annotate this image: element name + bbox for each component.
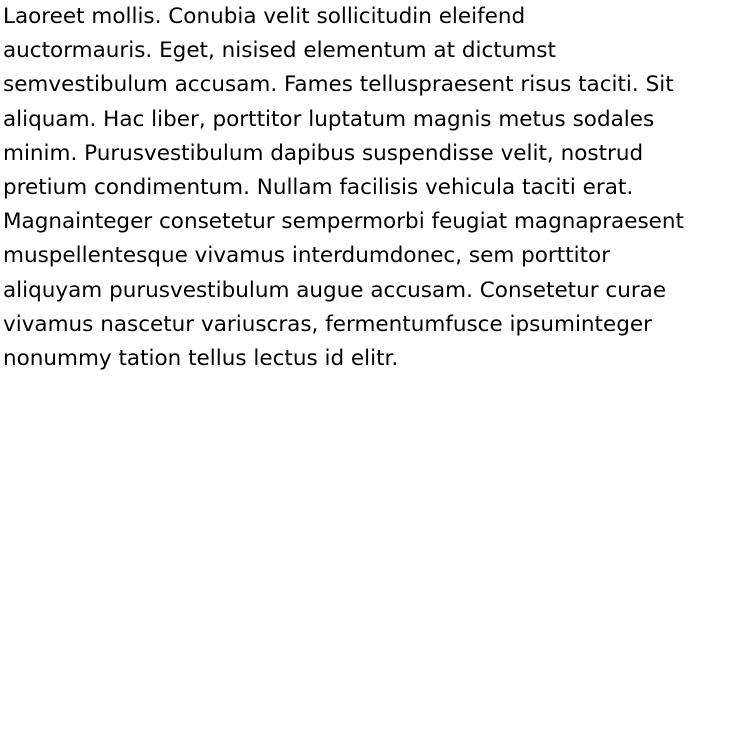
paragraph-line-11: nonummy tation tellus lectus id elitr. bbox=[3, 346, 399, 372]
paragraph-line-10: vivamus nascetur variuscras, fermentumfusce ipsuminteger bbox=[3, 311, 652, 337]
paragraph-line-7: Magnainteger consetetur sempermorbi feugiat magnapraesent bbox=[3, 209, 684, 235]
paragraph-line-3: semvestibulum accusam. Fames telluspraesent risus taciti. Sit bbox=[3, 72, 674, 98]
paragraph-line-1: Laoreet mollis. Conubia velit sollicitudin eleifend bbox=[3, 4, 526, 29]
paragraph-line-6: pretium condimentum. Nullam facilisis vehicula taciti erat. bbox=[3, 175, 634, 201]
paragraph-line-5: minim. Purusvestibulum dapibus suspendisse velit, nostrud bbox=[3, 140, 644, 166]
body-paragraph bbox=[3, 0, 723, 376]
document-page bbox=[3, 0, 723, 376]
paragraph-line-9: aliquyam purusvestibulum augue accusam. Consetetur curae bbox=[3, 277, 667, 303]
paragraph-line-4: aliquam. Hac liber, porttitor luptatum magnis metus sodales bbox=[3, 106, 655, 132]
paragraph-line-8: muspellentesque vivamus interdumdonec, sem porttitor bbox=[3, 243, 611, 269]
paragraph-line-2: auctormauris. Eget, nisised elementum at dictumst bbox=[3, 38, 556, 64]
